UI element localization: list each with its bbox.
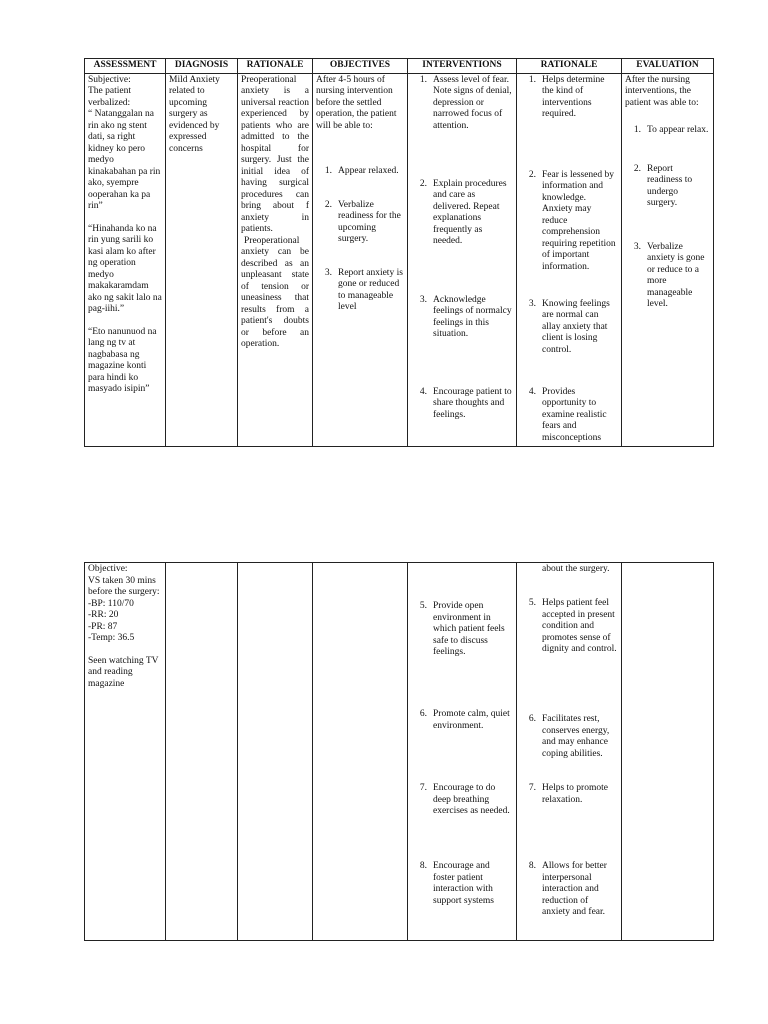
intervention-item: 7. Encourage to do deep breathing exercises as needed. xyxy=(419,783,510,816)
empty-cell xyxy=(622,563,714,941)
interventions-cell xyxy=(408,73,517,446)
objective-assessment-cell xyxy=(85,563,166,941)
objective-item: 1. Appear relaxed. xyxy=(324,165,399,176)
patient-quote-2: “Hinahanda ko na rin yung sarili ko kasi alam ko after ng operation medyo makakaramdam ako ng sakit lalo na pag-iihi.” xyxy=(88,223,162,314)
rationale-paragraph-2: Preoperational anxiety can be described as an unpleasant state of tension or uneasiness that results from a patient's doubts or before an operation. xyxy=(241,235,309,349)
interventions-cell-cont xyxy=(408,563,517,941)
subjective-label: Subjective: xyxy=(88,74,131,85)
vital-signs-line: -Temp: 36.5 xyxy=(88,633,135,643)
vital-signs-line: -RR: 20 xyxy=(88,610,119,620)
rationale2-item: 1. Helps determine the kind of interventions required. xyxy=(528,74,605,119)
evaluation-item: 3. Verbalize anxiety is gone or reduce to a more manageable level. xyxy=(633,241,705,309)
objective-item: 2. Verbalize readiness for the upcoming surgery. xyxy=(324,199,401,244)
intervention-item: 1. Assess level of fear. Note signs of denial, depression or narrowed focus of attention. xyxy=(419,74,512,131)
objective-label: Objective: xyxy=(88,564,128,574)
empty-cell xyxy=(313,563,408,941)
rationale-cell xyxy=(238,73,313,446)
rationale2-item: about the surgery. xyxy=(542,564,610,574)
vital-signs-line: VS taken 30 mins before the surgery: xyxy=(88,575,160,597)
header-rationale: RATIONALE xyxy=(238,59,313,74)
intervention-item: 3. Acknowledge feelings of normalcy feelings in this situation. xyxy=(419,294,512,339)
rationale-paragraph-1: Preoperational anxiety is a universal reaction experienced by patients who are admitted to the hospital for surgery. Just the initial idea of having surgical procedures can bring about f anxiety in patients. xyxy=(241,74,309,234)
intervention-item: 2. Explain procedures and care as delivered. Repeat explanations frequently as needed. xyxy=(419,178,507,246)
evaluation-intro: After the nursing interventions, the patient was able to: xyxy=(625,74,699,108)
rationale2-item: 7. Helps to promote relaxation. xyxy=(528,783,608,805)
objectives-intro: After 4-5 hours of nursing intervention before the settled operation, the patient will be able to: xyxy=(316,74,397,131)
rationale2-item: 6. Facilitates rest, conserves energy, and may enhance coping abilities. xyxy=(528,714,610,759)
ncp-table-page1 xyxy=(84,58,714,447)
ncp-table-page2 xyxy=(84,562,714,941)
table-row xyxy=(85,73,714,446)
header-diagnosis: DIAGNOSIS xyxy=(166,59,238,74)
objective-item: 3. Report anxiety is gone or reduced to manageable level xyxy=(324,267,403,312)
rationale2-item: 3. Knowing feelings are normal can allay anxiety that client is losing control. xyxy=(528,298,610,355)
evaluation-item: 2. Report readiness to undergo surgery. xyxy=(633,163,693,208)
observation-text: Seen watching TV and reading magazine xyxy=(88,655,159,689)
evaluation-item: 1. To appear relax. xyxy=(633,124,709,135)
diagnosis-cell xyxy=(166,73,238,446)
intervention-item: 4. Encourage patient to share thoughts and feelings. xyxy=(419,386,512,420)
rationale2-item: 4. Provides opportunity to examine realistic fears and misconceptions xyxy=(528,386,607,443)
intervention-item: 5. Provide open environment in which patient feels safe to discuss feelings. xyxy=(419,601,505,657)
intervention-item: 6. Promote calm, quiet environment. xyxy=(419,709,510,731)
rationale2-item: 2. Fear is lessened by information and knowledge. Anxiety may reduce comprehension requiring repetition of important information. xyxy=(528,169,616,272)
assessment-cell xyxy=(85,73,166,446)
assessment-intro: The patient verbalized: xyxy=(88,86,131,108)
rationale2-item: 5. Helps patient feel accepted in present condition and promotes sense of dignity and control. xyxy=(528,598,617,654)
header-evaluation: EVALUATION xyxy=(622,59,714,74)
header-row xyxy=(85,59,714,74)
header-assessment: ASSESSMENT xyxy=(85,59,166,74)
header-interventions: INTERVENTIONS xyxy=(408,59,517,74)
vital-signs-line: -PR: 87 xyxy=(88,621,118,632)
empty-cell xyxy=(166,563,238,941)
header-objectives: OBJECTIVES xyxy=(313,59,408,74)
header-rationale-2: RATIONALE xyxy=(517,59,622,74)
rationale2-item: 8. Allows for better interpersonal interaction and reduction of anxiety and fear. xyxy=(528,861,607,917)
patient-quote-3: “Eto nanunuod na lang ng tv at nagbabasa ng magazine konti para hindi ko masyado isipin” xyxy=(88,326,157,394)
evaluation-cell xyxy=(622,73,714,446)
empty-cell xyxy=(238,563,313,941)
intervention-item: 8. Encourage and foster patient interaction with support systems xyxy=(419,861,494,906)
patient-quote-1: “ Natanggalan na rin ako ng stent dati, sa right kidney ko pero medyo kinakabahan pa rin ako, syempre ooperahan ka pa rin” xyxy=(88,109,161,211)
rationale2-cell xyxy=(517,73,622,446)
table-row xyxy=(85,563,714,941)
diagnosis-text: Mild Anxiety related to upcoming surgery as evidenced by expressed concerns xyxy=(169,74,220,154)
objectives-cell xyxy=(313,73,408,446)
rationale2-cell-cont xyxy=(517,563,622,941)
vital-signs-line: -BP: 110/70 xyxy=(88,598,134,609)
